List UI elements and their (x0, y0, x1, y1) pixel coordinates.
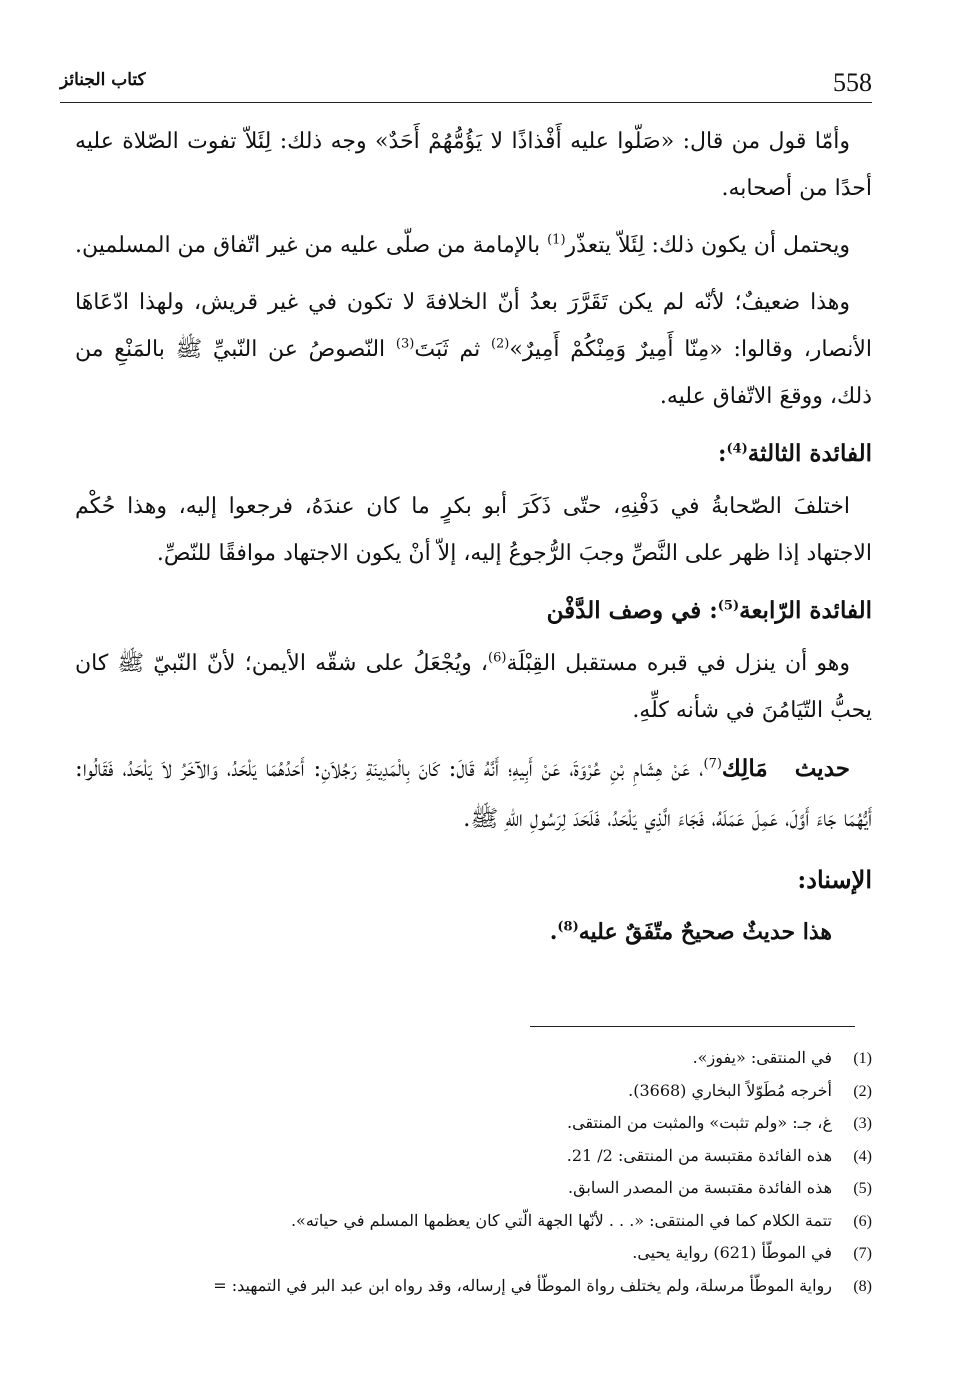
footnote-ref[interactable]: (6) (488, 650, 507, 666)
footnote-ref[interactable]: (1) (547, 232, 566, 248)
paragraph (75, 279, 872, 420)
footnote-text: هذه الفائدة مقتبسة من المصدر السابق. (567, 1178, 832, 1197)
footnote-text: في الموطّأ (621) رواية يحيى. (632, 1243, 832, 1262)
section-heading (75, 587, 872, 634)
paragraph (75, 222, 872, 269)
text-span: النّصوصُ عن النّبيِّ ﷺ بالمَنْعِ من ذلك، ووقعَ الاتّفاق عليه. (75, 337, 872, 409)
text-span: ، عَنْ هِشَامِ بْنِ عُرْوَةَ، عَنْ أَبِيهِ؛ أَنَّهُ قَالَ: كَانَ بِالْمَدِينَةِ رَجُلاَنِ: أَحَدُهُمَا يَلْحَدُ، وَالآخَرُ لاَ يَلْحَدُ، فَقَالُوا: أَيُّهُمَا جَاءَ أَوَّلَ، عَمِلَ عَمَلَهُ، فَجَاءَ الَّذِي يَلْحَدُ، فَلَحَدَ لِرَسُولِ اللهِ ﷺ. (75, 756, 872, 832)
text-span: ويحتمل أن يكون ذلك: لِئَلاّ يتعذّر (565, 233, 850, 258)
footnote-text: تتمة الكلام كما في المنتقى: «. . . لأنّها الجهة الّتي كان يعظمها المسلم في حياته». (290, 1210, 832, 1230)
footnote-item (60, 1270, 872, 1303)
footnote-number: (2) (853, 1082, 872, 1100)
footnote-text: رواية الموطّأ مرسلة، ولم يختلف رواة الموطّأ في إرساله، وقد رواه ابن عبد البر في التمهيد: = (213, 1275, 832, 1295)
heading-text: : (717, 440, 727, 467)
footnote-number: (7) (853, 1245, 872, 1262)
section-heading (75, 430, 872, 477)
footnote-number: (4) (853, 1147, 872, 1165)
heading-text: الفائدة الثالثة (747, 440, 872, 467)
footnote-ref[interactable]: (5) (717, 598, 740, 614)
footnote-number: (6) (853, 1212, 872, 1230)
footnote-ref[interactable]: (2) (490, 336, 510, 352)
text-span: ثم ثَبَتَ (414, 337, 491, 362)
isnad-heading: الإسناد: (797, 865, 872, 894)
footnote-number: (8) (853, 1277, 872, 1295)
main-text (75, 118, 872, 956)
footnote-separator (530, 1026, 855, 1027)
footnote-ref[interactable]: (4) (726, 441, 748, 457)
paragraph: وأمّا قول من قال: «صَلّوا عليه أَفْذاذًا لا يَؤُمُّهُمْ أَحَدٌ» وجه ذلك: لِئَلاّ تفوت الصّلاة عليه أحدًا من أصحابه. (75, 129, 872, 201)
text-span: بالإمامة من صلّى عليه من غير اتّفاق من المسلمين. (75, 233, 548, 258)
text-span: ، ويُجْعَلُ على شقّه الأيمن؛ لأنّ النّبيّ ﷺ كان يحبُّ التّيَامُنَ في شأنه كلِّهِ. (75, 651, 872, 723)
page-number: 558 (833, 68, 872, 97)
narrator-name: مَالِك (721, 755, 768, 782)
text-span: وهو أن ينزل في قبره مستقبل القِبْلَة (506, 651, 851, 676)
footnote-text: غ، جـ: «ولم تثبت» والمثبت من المنتقى. (567, 1113, 832, 1132)
footnote-item (60, 1042, 872, 1075)
text-span: هذا حديثٌ صحيحٌ متّفَقٌ عليه (578, 919, 832, 945)
footnote-ref[interactable]: (7) (703, 756, 722, 772)
footnote-text: أخرجه مُطَوّلاً البخاري (3668). (628, 1080, 832, 1100)
heading-text: : في وصف الدَّفْن (546, 597, 718, 624)
footnote-number: (1) (853, 1050, 872, 1067)
footnote-number: (3) (853, 1115, 872, 1132)
footnote-number: (5) (853, 1180, 872, 1197)
footnote-item (60, 1107, 872, 1140)
isnad-text (75, 909, 872, 956)
footnote-item (60, 1237, 872, 1270)
footnote-ref[interactable]: (8) (557, 919, 579, 935)
footnote-text: في المنتقى: «يفوز». (692, 1048, 832, 1067)
footnote-item (60, 1140, 872, 1173)
footnotes (60, 1042, 872, 1302)
heading-text: الفائدة الرّابعة (739, 597, 872, 624)
running-title: كتاب الجنائز (60, 70, 146, 90)
footnote-ref[interactable]: (3) (395, 336, 415, 352)
footnote-text: هذه الفائدة مقتبسة من المنتقى: 2/ 21. (566, 1145, 832, 1165)
paragraph (75, 640, 872, 734)
text-span: وهذا ضعيفٌ؛ لأنّه لم يكن تَقَرَّرَ بعدُ أنّ الخلافةَ لا تكون في غير قريش، ولهذا ادّعَاهَا الأنصار، وقالوا: «مِنّا أَمِيرٌ وَمِنْكُمْ أَمِيرٌ» (75, 290, 872, 362)
page-header (60, 62, 872, 103)
footnote-item (60, 1172, 872, 1205)
hadith-label: حديث (794, 755, 850, 782)
footnote-item (60, 1075, 872, 1108)
hadith-text (75, 744, 872, 844)
footnote-item (60, 1205, 872, 1238)
paragraph: اختلفَ الصّحابةُ في دَفْنِهِ، حتّى ذَكَرَ أبو بكرٍ ما كان عندَهُ، فرجعوا إليه، وهذا حُكْم الاجتهاد إذا ظهر على النَّصِّ وجبَ الرُّجوعُ إليه، إلاّ أنْ يكون الاجتهاد موافقًا للنّصِّ. (75, 494, 872, 566)
text-span: . (549, 919, 558, 945)
